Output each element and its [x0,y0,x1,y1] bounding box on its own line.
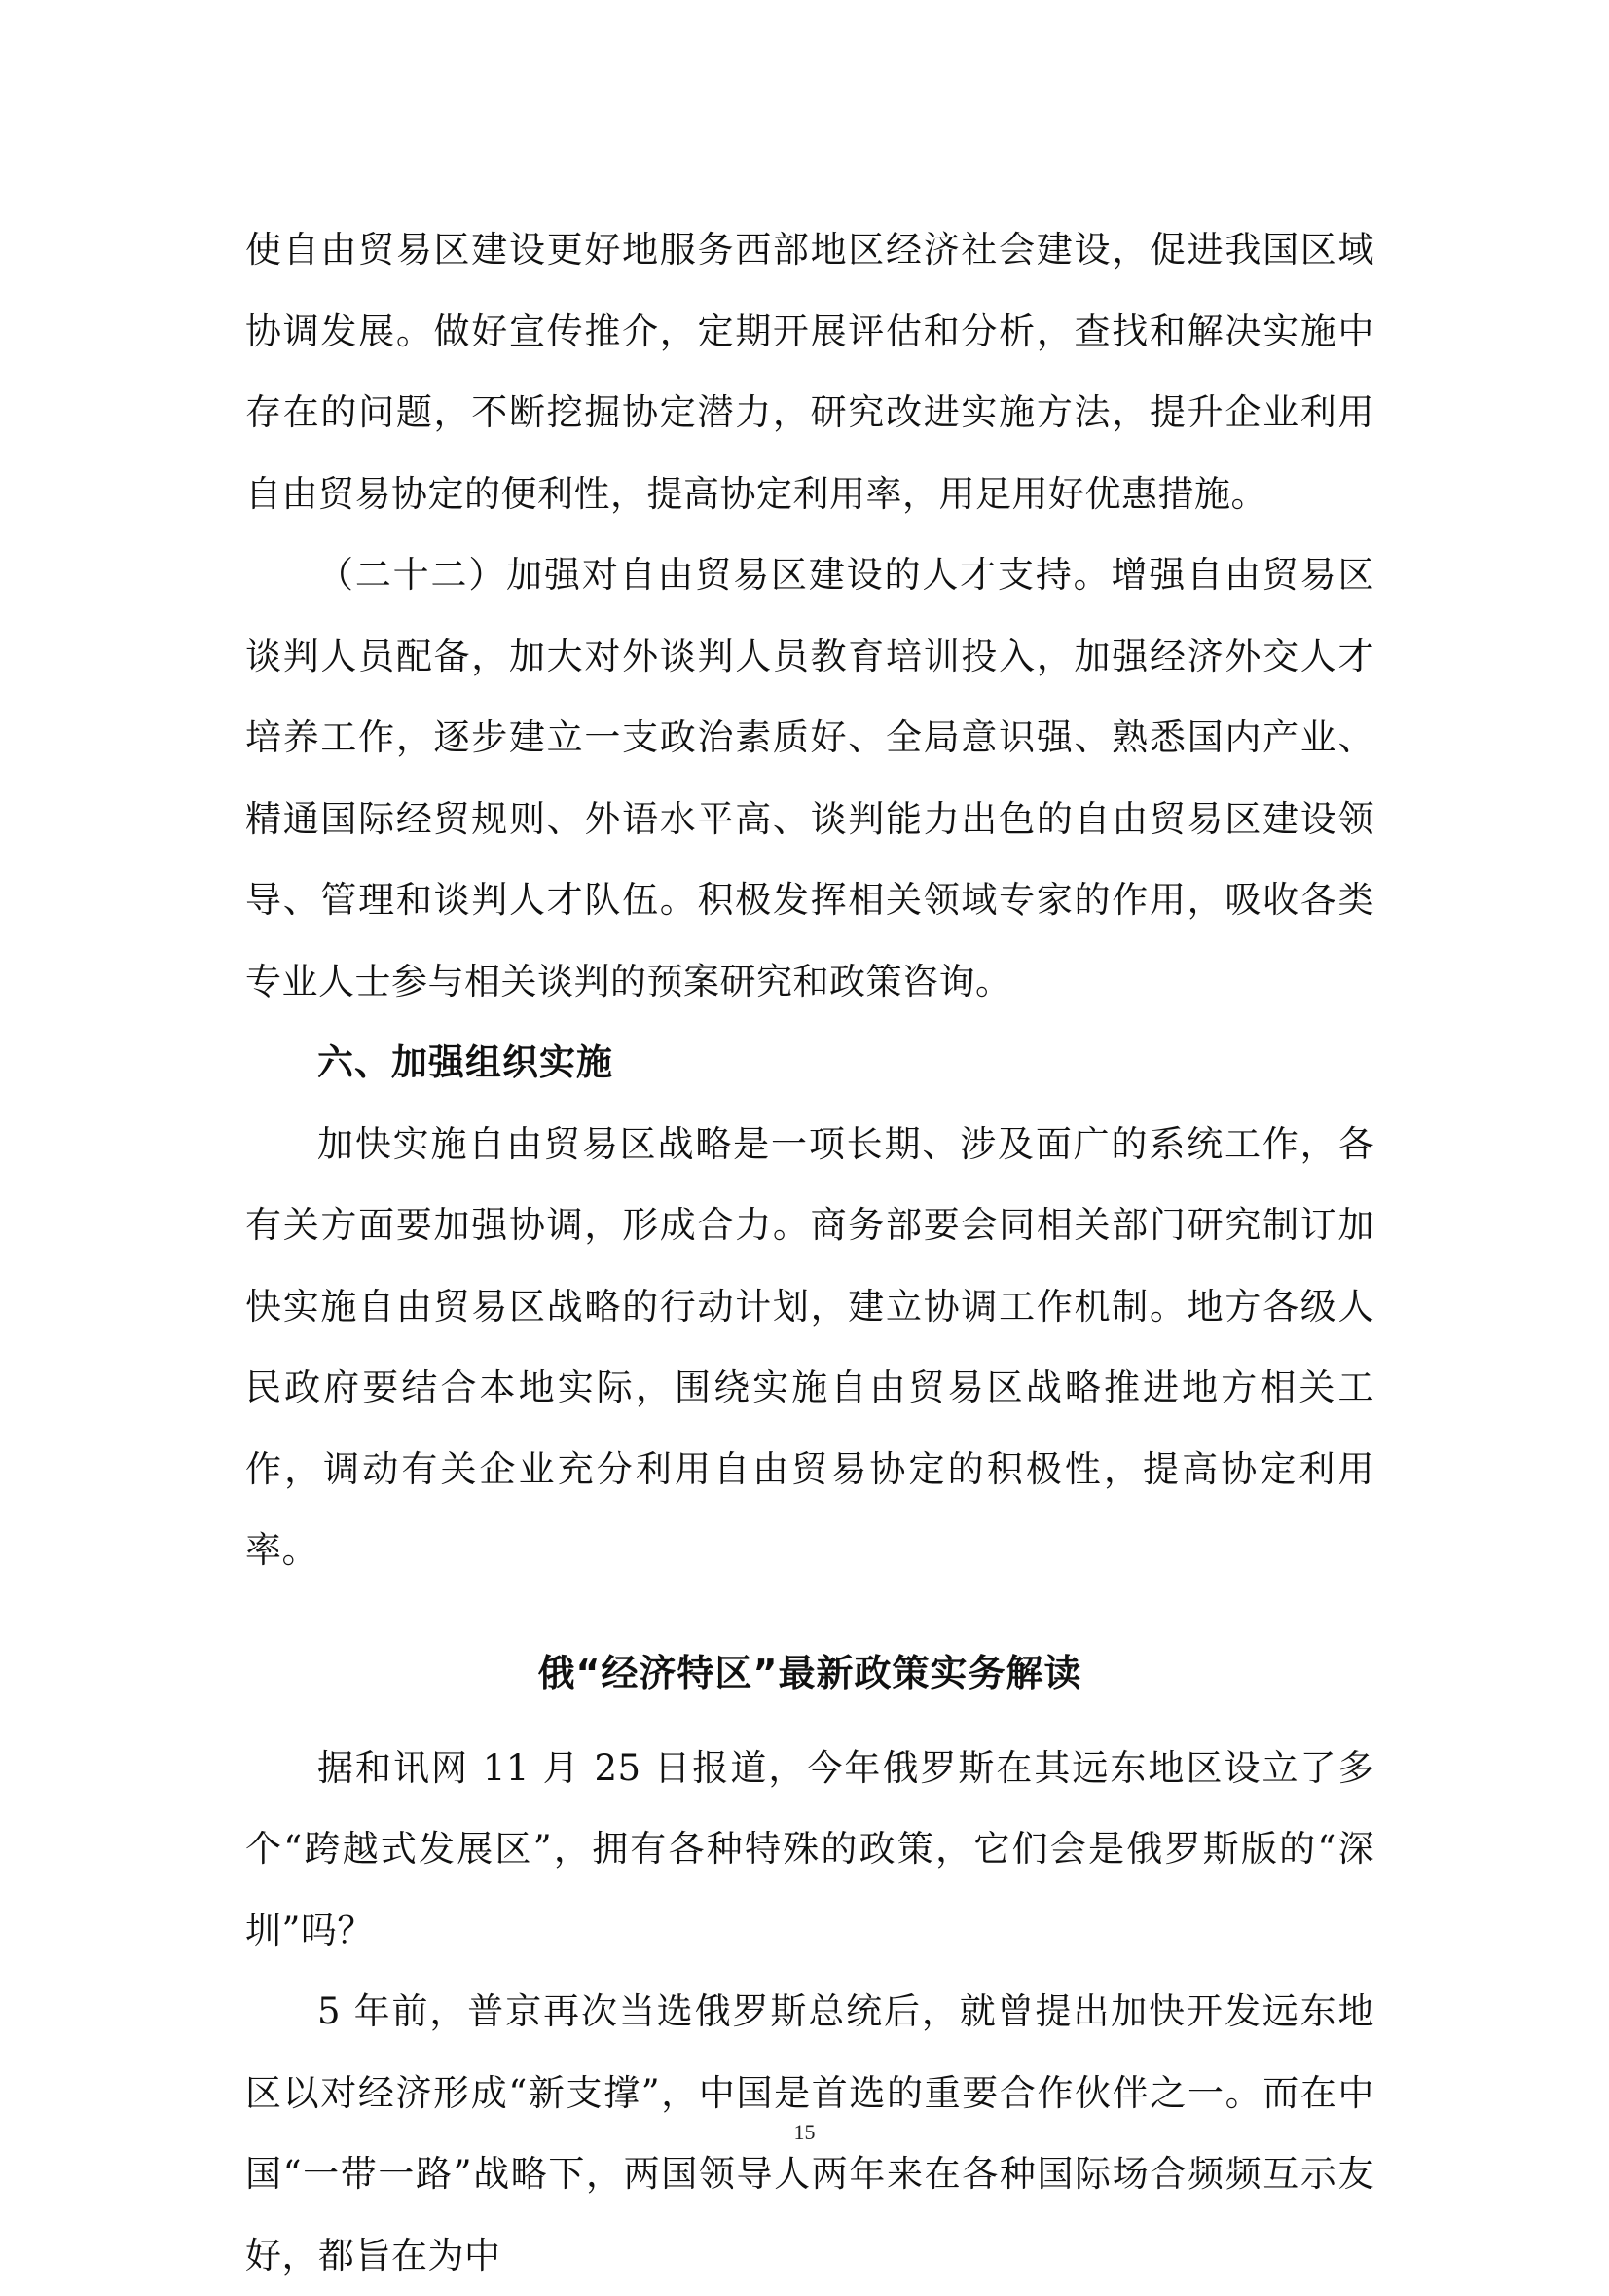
article-paragraph-1: 据和讯网 11 月 25 日报道，今年俄罗斯在其远东地区设立了多个“跨越式发展区”，拥有各种特殊的政策，它们会是俄罗斯版的“深圳”吗？ [245,1746,1374,1951]
page-number: 15 [793,2120,816,2144]
paragraph-talent-support: （二十二）加强对自由贸易区建设的人才支持。增强自由贸易区谈判人员配备，加大对外谈判人员教育培训投入，加强经济外交人才培养工作，逐步建立一支政治素质好、全局意识强、熟悉国内产业、精通国际经贸规则、外语水平高、谈判能力出色的自由贸易区建设领导、管理和谈判人才队伍。积极发挥相关领域专家的作用，吸收各类专业人士参与相关谈判的预案研究和政策咨询。 [245,554,1374,1002]
paragraph-continuation: 使自由贸易区建设更好地服务西部地区经济社会建设，促进我国区域协调发展。做好宣传推介，定期开展评估和分析，查找和解决实施中存在的问题，不断挖掘协定潜力，研究改进实施方法，提升企业利用自由贸易协定的便利性，提高协定利用率，用足用好优惠措施。 [245,229,1374,515]
article-paragraph-2: 5 年前，普京再次当选俄罗斯总统后，就曾提出加快开发远东地区以对经济形成“新支撑”，中国是首选的重要合作伙伴之一。而在中国“一带一路”战略下，两国领导人两年来在各种国际场合频频互示友好，都旨在为中 [245,1990,1374,2277]
article-title: 俄“经济特区”最新政策实务解读 [537,1651,1082,1695]
page-body [245,209,1374,2296]
section-heading: 六、加强组织实施 [317,1041,613,1083]
paragraph-organization: 加快实施自由贸易区战略是一项长期、涉及面广的系统工作，各有关方面要加强协调，形成合力。商务部要会同相关部门研究制订加快实施自由贸易区战略的行动计划，建立协调工作机制。地方各级人民政府要结合本地实际，围绕实施自由贸易区战略推进地方相关工作，调动有关企业充分利用自由贸易协定的积极性，提高协定利用率。 [245,1122,1374,1571]
